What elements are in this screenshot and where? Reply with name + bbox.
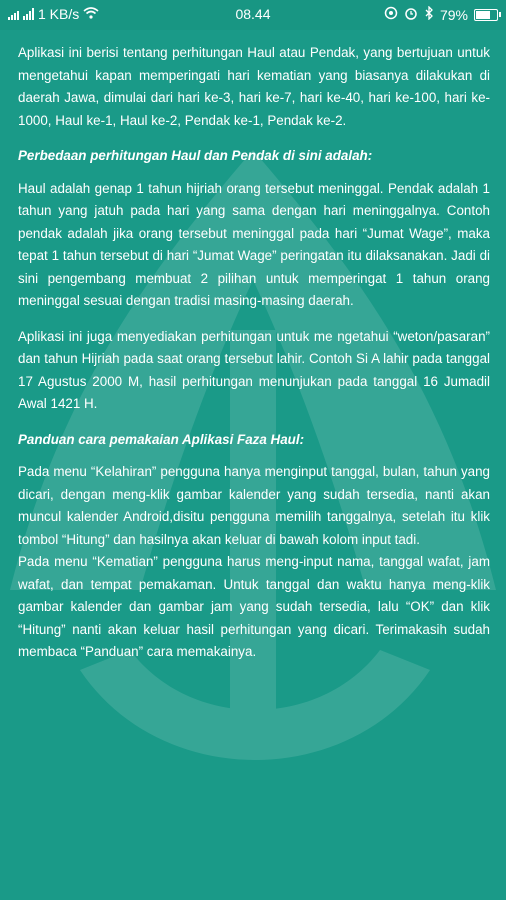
- kematian-guide-paragraph: Pada menu “Kematian” pengguna harus meng-input nama, tanggal wafat, jam wafat, dan tempat pemakaman. Untuk tanggal dan waktu hanya meng-klik gambar kalender dan gambar jam yang sudah tersedia, lalu “OK” dan klik “Hitung” nanti akan keluar hasil perhitungan yang dicari. Terimakasih sudah membaca “Panduan” cara memakainya.: [18, 554, 490, 659]
- weton-paragraph: Aplikasi ini juga menyediakan perhitungan untuk me ngetahui “weton/pasaran” dan tahun Hijriah pada saat orang tersebut lahir. Contoh Si A lahir pada tanggal 17 Agustus 2000 M, hasil perhitungan menunjukan pada tanggal 16 Jumadil Awal 1421 H.: [18, 328, 490, 411]
- status-bar: [0, 0, 506, 30]
- alarm-icon: [404, 6, 418, 23]
- battery-icon: [474, 9, 498, 21]
- section-heading-guide: Panduan cara pemakaian Aplikasi Faza Haul:: [18, 431, 305, 447]
- battery-percent: 79%: [439, 6, 468, 23]
- status-time: 08.44: [235, 6, 271, 22]
- network-speed: 1 KB/s: [38, 6, 80, 22]
- intro-paragraph: Aplikasi ini berisi tentang perhitungan Haul atau Pendak, yang bertujuan untuk mengetahui kapan memperingati hari kematian yang biasanya dilakukan di daerah Jawa, dimulai dari hari ke-3, hari ke-7, hari ke-40, hari ke-100, hari ke-1000, Haul ke-1, Haul ke-2, Pendak ke-1, Pendak ke-2.: [18, 45, 490, 128]
- main-content: [18, 42, 490, 677]
- data-saver-icon: [384, 6, 398, 23]
- kelahiran-guide-paragraph: Pada menu “Kelahiran” pengguna hanya menginput tanggal, bulan, tahun yang dicari, dengan meng-klik gambar kalender yang sudah tersedia, nanti akan muncul kalender Android,disitu pengguna memilih tanggalnya, setelah itu klik tombol “Hitung” dan hasilnya akan keluar di bawah kolom input tadi.: [18, 464, 490, 547]
- status-right: [384, 6, 498, 23]
- bluetooth-icon: [424, 6, 434, 23]
- haul-pendak-paragraph: Haul adalah genap 1 tahun hijriah orang tersebut meninggal. Pendak adalah 1 tahun yang jatuh pada hari yang sama dengan hari meninggalnya. Contoh pendak adalah jika orang tersebut meninggal pada hari “Jumat Wage”, maka tepat 1 tahun tersebut di hari “Jumat Wage” peringatan itu dilaksanakan. Jadi di sini pengembang membuat 2 pilihan untuk memperingat 1 tahun orang meninggal sesuai dengan tradisi masing-masing daerah.: [18, 180, 490, 308]
- section-heading-difference: Perbedaan perhitungan Haul dan Pendak di sini adalah:: [18, 148, 373, 163]
